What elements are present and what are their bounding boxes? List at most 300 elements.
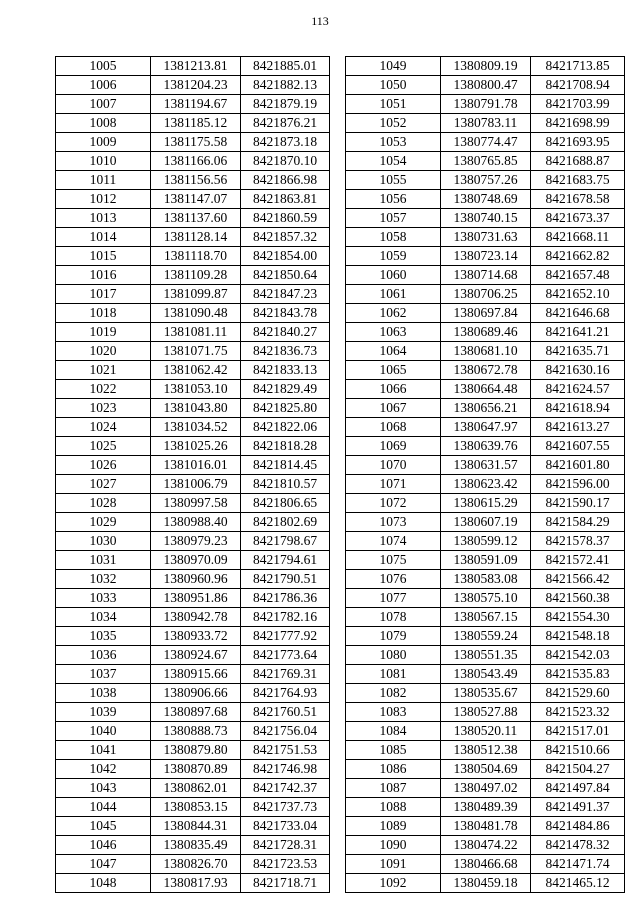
point-number-cell: 1031: [56, 551, 151, 570]
y-coordinate-cell: 8421876.21: [241, 114, 330, 133]
x-coordinate-cell: 1380879.80: [151, 741, 241, 760]
y-coordinate-cell: 8421678.58: [531, 190, 625, 209]
x-coordinate-cell: 1380512.38: [441, 741, 531, 760]
x-coordinate-cell: 1380826.70: [151, 855, 241, 874]
point-number-cell: 1070: [346, 456, 441, 475]
table-row: [346, 171, 625, 190]
y-coordinate-cell: 8421548.18: [531, 627, 625, 646]
point-number-cell: 1065: [346, 361, 441, 380]
x-coordinate-cell: 1380706.25: [441, 285, 531, 304]
table-row: [346, 836, 625, 855]
x-coordinate-cell: 1380664.48: [441, 380, 531, 399]
point-number-cell: 1062: [346, 304, 441, 323]
point-number-cell: 1036: [56, 646, 151, 665]
x-coordinate-cell: 1381213.81: [151, 57, 241, 76]
point-number-cell: 1080: [346, 646, 441, 665]
y-coordinate-cell: 8421618.94: [531, 399, 625, 418]
point-number-cell: 1022: [56, 380, 151, 399]
y-coordinate-cell: 8421746.98: [241, 760, 330, 779]
point-number-cell: 1053: [346, 133, 441, 152]
table-row: [56, 152, 330, 171]
y-coordinate-cell: 8421885.01: [241, 57, 330, 76]
y-coordinate-cell: 8421863.81: [241, 190, 330, 209]
point-number-cell: 1012: [56, 190, 151, 209]
point-number-cell: 1091: [346, 855, 441, 874]
y-coordinate-cell: 8421529.60: [531, 684, 625, 703]
x-coordinate-cell: 1381137.60: [151, 209, 241, 228]
table-row: [346, 247, 625, 266]
table-row: [56, 266, 330, 285]
point-number-cell: 1075: [346, 551, 441, 570]
x-coordinate-cell: 1380714.68: [441, 266, 531, 285]
table-row: [56, 646, 330, 665]
point-number-cell: 1016: [56, 266, 151, 285]
point-number-cell: 1076: [346, 570, 441, 589]
point-number-cell: 1037: [56, 665, 151, 684]
table-row: [56, 760, 330, 779]
table-row: [56, 798, 330, 817]
x-coordinate-cell: 1380844.31: [151, 817, 241, 836]
table-row: [346, 361, 625, 380]
point-number-cell: 1061: [346, 285, 441, 304]
x-coordinate-cell: 1380951.86: [151, 589, 241, 608]
x-coordinate-cell: 1380520.11: [441, 722, 531, 741]
x-coordinate-cell: 1380583.08: [441, 570, 531, 589]
x-coordinate-cell: 1380631.57: [441, 456, 531, 475]
x-coordinate-cell: 1380800.47: [441, 76, 531, 95]
x-coordinate-cell: 1380543.49: [441, 665, 531, 684]
point-number-cell: 1018: [56, 304, 151, 323]
table-row: [56, 627, 330, 646]
point-number-cell: 1013: [56, 209, 151, 228]
point-number-cell: 1083: [346, 703, 441, 722]
point-number-cell: 1066: [346, 380, 441, 399]
point-number-cell: 1045: [56, 817, 151, 836]
point-number-cell: 1048: [56, 874, 151, 893]
table-row: [346, 323, 625, 342]
point-number-cell: 1034: [56, 608, 151, 627]
y-coordinate-cell: 8421497.84: [531, 779, 625, 798]
point-number-cell: 1057: [346, 209, 441, 228]
x-coordinate-cell: 1380960.96: [151, 570, 241, 589]
x-coordinate-cell: 1381147.07: [151, 190, 241, 209]
coordinate-table-right: [345, 56, 625, 893]
y-coordinate-cell: 8421769.31: [241, 665, 330, 684]
y-coordinate-cell: 8421510.66: [531, 741, 625, 760]
point-number-cell: 1087: [346, 779, 441, 798]
point-number-cell: 1071: [346, 475, 441, 494]
x-coordinate-cell: 1380906.66: [151, 684, 241, 703]
x-coordinate-cell: 1380497.02: [441, 779, 531, 798]
table-row: [56, 817, 330, 836]
x-coordinate-cell: 1381185.12: [151, 114, 241, 133]
y-coordinate-cell: 8421829.49: [241, 380, 330, 399]
table-row: [346, 342, 625, 361]
point-number-cell: 1047: [56, 855, 151, 874]
y-coordinate-cell: 8421535.83: [531, 665, 625, 684]
table-row: [56, 475, 330, 494]
table-row: [346, 646, 625, 665]
y-coordinate-cell: 8421590.17: [531, 494, 625, 513]
y-coordinate-cell: 8421484.86: [531, 817, 625, 836]
y-coordinate-cell: 8421822.06: [241, 418, 330, 437]
x-coordinate-cell: 1380647.97: [441, 418, 531, 437]
x-coordinate-cell: 1380924.67: [151, 646, 241, 665]
table-row: [56, 323, 330, 342]
point-number-cell: 1078: [346, 608, 441, 627]
x-coordinate-cell: 1381016.01: [151, 456, 241, 475]
y-coordinate-cell: 8421802.69: [241, 513, 330, 532]
point-number-cell: 1011: [56, 171, 151, 190]
point-number-cell: 1054: [346, 152, 441, 171]
x-coordinate-cell: 1380942.78: [151, 608, 241, 627]
table-row: [346, 285, 625, 304]
y-coordinate-cell: 8421613.27: [531, 418, 625, 437]
table-row: [346, 760, 625, 779]
point-number-cell: 1007: [56, 95, 151, 114]
x-coordinate-cell: 1380481.78: [441, 817, 531, 836]
y-coordinate-cell: 8421760.51: [241, 703, 330, 722]
table-row: [56, 209, 330, 228]
y-coordinate-cell: 8421825.80: [241, 399, 330, 418]
point-number-cell: 1044: [56, 798, 151, 817]
x-coordinate-cell: 1381118.70: [151, 247, 241, 266]
table-row: [346, 855, 625, 874]
table-row: [346, 532, 625, 551]
y-coordinate-cell: 8421523.32: [531, 703, 625, 722]
point-number-cell: 1006: [56, 76, 151, 95]
point-number-cell: 1092: [346, 874, 441, 893]
x-coordinate-cell: 1380466.68: [441, 855, 531, 874]
table-row: [56, 703, 330, 722]
y-coordinate-cell: 8421624.57: [531, 380, 625, 399]
point-number-cell: 1055: [346, 171, 441, 190]
x-coordinate-cell: 1380559.24: [441, 627, 531, 646]
x-coordinate-cell: 1380933.72: [151, 627, 241, 646]
point-number-cell: 1063: [346, 323, 441, 342]
table-row: [56, 665, 330, 684]
x-coordinate-cell: 1380970.09: [151, 551, 241, 570]
table-row: [346, 76, 625, 95]
table-row: [56, 437, 330, 456]
table-row: [346, 741, 625, 760]
x-coordinate-cell: 1380575.10: [441, 589, 531, 608]
y-coordinate-cell: 8421607.55: [531, 437, 625, 456]
x-coordinate-cell: 1380535.67: [441, 684, 531, 703]
table-row: [346, 57, 625, 76]
x-coordinate-cell: 1381194.67: [151, 95, 241, 114]
table-row: [346, 608, 625, 627]
y-coordinate-cell: 8421683.75: [531, 171, 625, 190]
point-number-cell: 1021: [56, 361, 151, 380]
point-number-cell: 1038: [56, 684, 151, 703]
table-row: [346, 665, 625, 684]
x-coordinate-cell: 1380607.19: [441, 513, 531, 532]
table-row: [56, 285, 330, 304]
y-coordinate-cell: 8421662.82: [531, 247, 625, 266]
y-coordinate-cell: 8421652.10: [531, 285, 625, 304]
y-coordinate-cell: 8421584.29: [531, 513, 625, 532]
point-number-cell: 1088: [346, 798, 441, 817]
y-coordinate-cell: 8421708.94: [531, 76, 625, 95]
y-coordinate-cell: 8421601.80: [531, 456, 625, 475]
table-row: [56, 76, 330, 95]
y-coordinate-cell: 8421693.95: [531, 133, 625, 152]
x-coordinate-cell: 1381156.56: [151, 171, 241, 190]
y-coordinate-cell: 8421764.93: [241, 684, 330, 703]
table-row: [56, 836, 330, 855]
point-number-cell: 1060: [346, 266, 441, 285]
x-coordinate-cell: 1381071.75: [151, 342, 241, 361]
point-number-cell: 1042: [56, 760, 151, 779]
point-number-cell: 1077: [346, 589, 441, 608]
table-row: [346, 266, 625, 285]
point-number-cell: 1068: [346, 418, 441, 437]
table-row: [346, 779, 625, 798]
y-coordinate-cell: 8421728.31: [241, 836, 330, 855]
point-number-cell: 1005: [56, 57, 151, 76]
x-coordinate-cell: 1380835.49: [151, 836, 241, 855]
x-coordinate-cell: 1380862.01: [151, 779, 241, 798]
point-number-cell: 1043: [56, 779, 151, 798]
point-number-cell: 1051: [346, 95, 441, 114]
x-coordinate-cell: 1380757.26: [441, 171, 531, 190]
x-coordinate-cell: 1381081.11: [151, 323, 241, 342]
x-coordinate-cell: 1381090.48: [151, 304, 241, 323]
table-row: [346, 494, 625, 513]
table-row: [346, 190, 625, 209]
y-coordinate-cell: 8421742.37: [241, 779, 330, 798]
table-row: [56, 551, 330, 570]
table-row: [56, 513, 330, 532]
table-row: [346, 95, 625, 114]
table-row: [56, 874, 330, 893]
table-row: [346, 475, 625, 494]
x-coordinate-cell: 1381043.80: [151, 399, 241, 418]
x-coordinate-cell: 1380623.42: [441, 475, 531, 494]
y-coordinate-cell: 8421635.71: [531, 342, 625, 361]
table-row: [56, 228, 330, 247]
x-coordinate-cell: 1380689.46: [441, 323, 531, 342]
point-number-cell: 1035: [56, 627, 151, 646]
y-coordinate-cell: 8421756.04: [241, 722, 330, 741]
x-coordinate-cell: 1380853.15: [151, 798, 241, 817]
y-coordinate-cell: 8421733.04: [241, 817, 330, 836]
y-coordinate-cell: 8421641.21: [531, 323, 625, 342]
table-row: [346, 418, 625, 437]
y-coordinate-cell: 8421471.74: [531, 855, 625, 874]
x-coordinate-cell: 1380783.11: [441, 114, 531, 133]
point-number-cell: 1041: [56, 741, 151, 760]
point-number-cell: 1032: [56, 570, 151, 589]
x-coordinate-cell: 1381034.52: [151, 418, 241, 437]
x-coordinate-cell: 1381025.26: [151, 437, 241, 456]
table-row: [56, 133, 330, 152]
table-row: [56, 589, 330, 608]
x-coordinate-cell: 1381128.14: [151, 228, 241, 247]
table-row: [346, 304, 625, 323]
table-row: [346, 380, 625, 399]
point-number-cell: 1039: [56, 703, 151, 722]
table-row: [346, 551, 625, 570]
point-number-cell: 1050: [346, 76, 441, 95]
y-coordinate-cell: 8421777.92: [241, 627, 330, 646]
table-row: [56, 304, 330, 323]
y-coordinate-cell: 8421850.64: [241, 266, 330, 285]
point-number-cell: 1015: [56, 247, 151, 266]
y-coordinate-cell: 8421866.98: [241, 171, 330, 190]
x-coordinate-cell: 1381204.23: [151, 76, 241, 95]
y-coordinate-cell: 8421840.27: [241, 323, 330, 342]
y-coordinate-cell: 8421790.51: [241, 570, 330, 589]
x-coordinate-cell: 1380615.29: [441, 494, 531, 513]
point-number-cell: 1069: [346, 437, 441, 456]
table-row: [346, 627, 625, 646]
table-row: [346, 703, 625, 722]
y-coordinate-cell: 8421833.13: [241, 361, 330, 380]
point-number-cell: 1010: [56, 152, 151, 171]
point-number-cell: 1008: [56, 114, 151, 133]
table-row: [346, 684, 625, 703]
y-coordinate-cell: 8421542.03: [531, 646, 625, 665]
y-coordinate-cell: 8421843.78: [241, 304, 330, 323]
table-row: [56, 342, 330, 361]
point-number-cell: 1064: [346, 342, 441, 361]
x-coordinate-cell: 1380915.66: [151, 665, 241, 684]
y-coordinate-cell: 8421718.71: [241, 874, 330, 893]
table-row: [346, 152, 625, 171]
table-row: [56, 741, 330, 760]
y-coordinate-cell: 8421465.12: [531, 874, 625, 893]
y-coordinate-cell: 8421737.73: [241, 798, 330, 817]
table-row: [56, 361, 330, 380]
table-row: [346, 209, 625, 228]
x-coordinate-cell: 1380504.69: [441, 760, 531, 779]
x-coordinate-cell: 1380459.18: [441, 874, 531, 893]
x-coordinate-cell: 1381175.58: [151, 133, 241, 152]
table-row: [346, 133, 625, 152]
y-coordinate-cell: 8421818.28: [241, 437, 330, 456]
point-number-cell: 1072: [346, 494, 441, 513]
point-number-cell: 1082: [346, 684, 441, 703]
y-coordinate-cell: 8421596.00: [531, 475, 625, 494]
x-coordinate-cell: 1380979.23: [151, 532, 241, 551]
table-row: [56, 57, 330, 76]
y-coordinate-cell: 8421578.37: [531, 532, 625, 551]
table-row: [56, 456, 330, 475]
y-coordinate-cell: 8421566.42: [531, 570, 625, 589]
y-coordinate-cell: 8421698.99: [531, 114, 625, 133]
table-row: [56, 399, 330, 418]
x-coordinate-cell: 1380567.15: [441, 608, 531, 627]
table-row: [346, 570, 625, 589]
x-coordinate-cell: 1380551.35: [441, 646, 531, 665]
page-number: 113: [311, 14, 329, 28]
y-coordinate-cell: 8421847.23: [241, 285, 330, 304]
y-coordinate-cell: 8421504.27: [531, 760, 625, 779]
x-coordinate-cell: 1381053.10: [151, 380, 241, 399]
x-coordinate-cell: 1380740.15: [441, 209, 531, 228]
x-coordinate-cell: 1380681.10: [441, 342, 531, 361]
point-number-cell: 1052: [346, 114, 441, 133]
point-number-cell: 1027: [56, 475, 151, 494]
table-row: [346, 513, 625, 532]
y-coordinate-cell: 8421773.64: [241, 646, 330, 665]
y-coordinate-cell: 8421688.87: [531, 152, 625, 171]
y-coordinate-cell: 8421798.67: [241, 532, 330, 551]
point-number-cell: 1056: [346, 190, 441, 209]
table-row: [56, 570, 330, 589]
point-number-cell: 1009: [56, 133, 151, 152]
y-coordinate-cell: 8421723.53: [241, 855, 330, 874]
table-row: [346, 798, 625, 817]
y-coordinate-cell: 8421572.41: [531, 551, 625, 570]
y-coordinate-cell: 8421673.37: [531, 209, 625, 228]
point-number-cell: 1073: [346, 513, 441, 532]
y-coordinate-cell: 8421786.36: [241, 589, 330, 608]
table-row: [56, 171, 330, 190]
x-coordinate-cell: 1380591.09: [441, 551, 531, 570]
y-coordinate-cell: 8421657.48: [531, 266, 625, 285]
point-number-cell: 1074: [346, 532, 441, 551]
point-number-cell: 1079: [346, 627, 441, 646]
y-coordinate-cell: 8421860.59: [241, 209, 330, 228]
table-row: [56, 608, 330, 627]
x-coordinate-cell: 1380656.21: [441, 399, 531, 418]
table-row: [346, 114, 625, 133]
y-coordinate-cell: 8421870.10: [241, 152, 330, 171]
table-row: [56, 418, 330, 437]
point-number-cell: 1040: [56, 722, 151, 741]
x-coordinate-cell: 1380697.84: [441, 304, 531, 323]
x-coordinate-cell: 1380888.73: [151, 722, 241, 741]
y-coordinate-cell: 8421882.13: [241, 76, 330, 95]
x-coordinate-cell: 1380731.63: [441, 228, 531, 247]
point-number-cell: 1017: [56, 285, 151, 304]
y-coordinate-cell: 8421794.61: [241, 551, 330, 570]
y-coordinate-cell: 8421646.68: [531, 304, 625, 323]
point-number-cell: 1019: [56, 323, 151, 342]
x-coordinate-cell: 1380489.39: [441, 798, 531, 817]
x-coordinate-cell: 1380474.22: [441, 836, 531, 855]
x-coordinate-cell: 1380809.19: [441, 57, 531, 76]
y-coordinate-cell: 8421751.53: [241, 741, 330, 760]
x-coordinate-cell: 1380527.88: [441, 703, 531, 722]
point-number-cell: 1020: [56, 342, 151, 361]
x-coordinate-cell: 1380748.69: [441, 190, 531, 209]
point-number-cell: 1026: [56, 456, 151, 475]
table-row: [56, 532, 330, 551]
point-number-cell: 1081: [346, 665, 441, 684]
y-coordinate-cell: 8421873.18: [241, 133, 330, 152]
point-number-cell: 1067: [346, 399, 441, 418]
x-coordinate-cell: 1380599.12: [441, 532, 531, 551]
point-number-cell: 1049: [346, 57, 441, 76]
table-row: [346, 437, 625, 456]
point-number-cell: 1033: [56, 589, 151, 608]
x-coordinate-cell: 1381099.87: [151, 285, 241, 304]
table-row: [56, 684, 330, 703]
x-coordinate-cell: 1380817.93: [151, 874, 241, 893]
x-coordinate-cell: 1380870.89: [151, 760, 241, 779]
y-coordinate-cell: 8421478.32: [531, 836, 625, 855]
x-coordinate-cell: 1380997.58: [151, 494, 241, 513]
point-number-cell: 1023: [56, 399, 151, 418]
point-number-cell: 1014: [56, 228, 151, 247]
y-coordinate-cell: 8421554.30: [531, 608, 625, 627]
x-coordinate-cell: 1380672.78: [441, 361, 531, 380]
table-row: [346, 874, 625, 893]
